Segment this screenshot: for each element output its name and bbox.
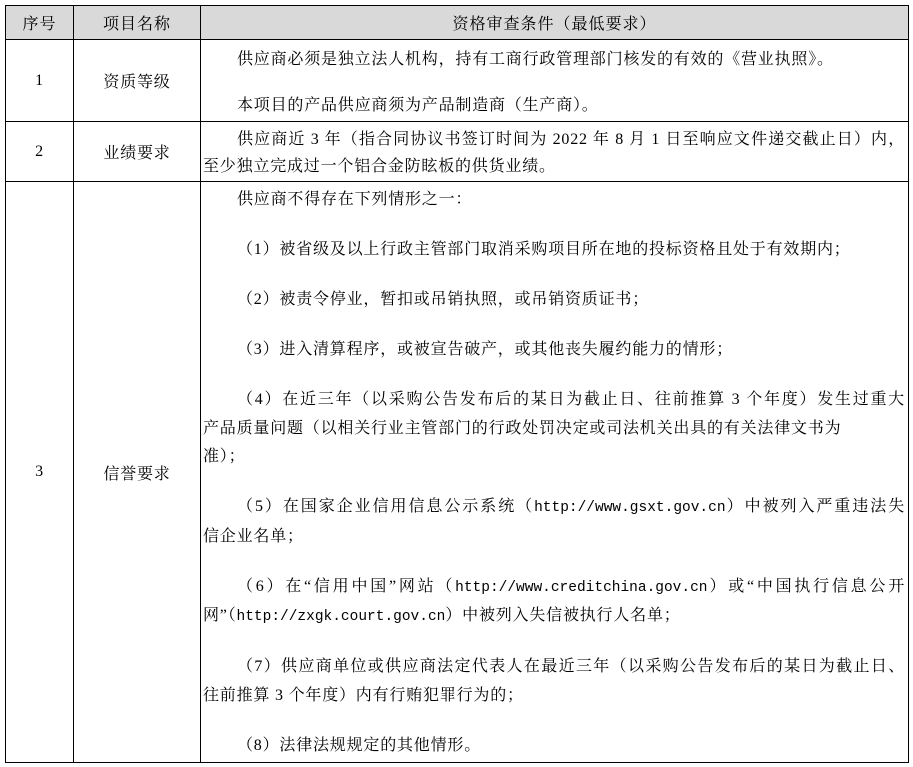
row-criteria-cell (201, 122, 908, 181)
criteria-line: （7）供应商单位或供应商法定代表人在最近三年（以采购公告发布后的某日为截止日、 (237, 658, 905, 676)
row-index-cell (6, 182, 73, 762)
criteria-line: （5）在国家企业信用信息公示系统（http://www.gsxt.gov.cn）中被列入严重违法失 (237, 498, 905, 517)
criteria-paragraph (203, 653, 905, 710)
table-row (6, 122, 908, 181)
row-index: 3 (35, 463, 44, 480)
criteria-paragraph (203, 92, 905, 120)
header-index-cell (6, 6, 73, 39)
table-row (6, 40, 908, 121)
criteria-line: 往前推算 3 个年度）内有行贿犯罪行为的； (203, 686, 524, 704)
row-index-cell (6, 122, 73, 181)
criteria-line: 至少独立完成过一个铝合金防眩板的供货业绩。 (203, 158, 556, 175)
row-item-cell (74, 182, 200, 762)
header-row (6, 6, 908, 39)
criteria-paragraph (203, 386, 905, 472)
row-index: 2 (35, 142, 44, 160)
criteria-line: 产品质量问题（以相关行业主管部门的行政处罚决定或司法机关出具的有关法律文书为 (203, 419, 842, 437)
row-item-name: 资质等级 (103, 74, 171, 91)
criteria-line: 网”（http://zxgk.court.gov.cn）中被列入失信被执行人名单； (203, 607, 681, 626)
criteria-paragraph (203, 336, 905, 365)
criteria-line: 本项目的产品供应商须为产品制造商（生产商）。 (237, 97, 599, 114)
criteria-line: （1）被省级及以上行政主管部门取消采购项目所在地的投标资格且处于有效期内； (237, 240, 851, 258)
criteria-paragraph (203, 286, 905, 315)
criteria-line: 准）； (203, 448, 246, 466)
table-row (6, 182, 908, 762)
row-item-name: 信誉要求 (103, 465, 171, 483)
header-index-label: 序号 (22, 16, 57, 33)
criteria-paragraph (203, 493, 905, 551)
criteria-line: （6）在“信用中国”网站（http://www.creditchina.gov.cn）或“中国执行信息公开 (237, 577, 905, 596)
row-criteria-cell (201, 40, 908, 121)
url-text: http://www.creditchina.gov.cn (455, 579, 708, 596)
header-item-label: 项目名称 (102, 16, 171, 33)
criteria-paragraph (203, 126, 905, 180)
criteria-paragraph (203, 236, 905, 265)
criteria-line: 供应商近 3 年（指合同协议书签订时间为 2022 年 8 月 1 日至响应文件递交截止日）内， (237, 131, 905, 148)
criteria-line: 信企业名单； (203, 527, 304, 545)
criteria-line: （8）法律法规规定的其他情形。 (237, 736, 482, 754)
criteria-paragraph (203, 46, 905, 74)
qualification-table (5, 5, 909, 763)
criteria-line: （2）被责令停业，暂扣或吊销执照，或吊销资质证书； (237, 290, 650, 308)
row-item-cell (74, 122, 200, 181)
row-criteria-cell (201, 182, 908, 762)
header-criteria-cell (201, 6, 908, 39)
criteria-paragraph (203, 732, 905, 761)
criteria-line: （3）进入清算程序，或被宣告破产，或其他丧失履约能力的情形； (237, 340, 734, 358)
criteria-line: 供应商不得存在下列情形之一： (237, 191, 473, 208)
row-index-cell (6, 40, 73, 121)
header-item-cell (74, 6, 200, 39)
criteria-paragraph (203, 186, 905, 215)
url-text: http://zxgk.court.gov.cn (236, 609, 446, 626)
header-criteria-label: 资格审查条件（最低要求） (452, 16, 657, 33)
row-index: 1 (35, 71, 44, 89)
row-item-name: 业绩要求 (103, 145, 171, 162)
criteria-line: （4）在近三年（以采购公告发布后的某日为截止日、往前推算 3 个年度）发生过重大 (237, 390, 905, 408)
url-text: http://www.gsxt.gov.cn (534, 500, 726, 517)
row-item-cell (74, 40, 200, 121)
criteria-line: 供应商必须是独立法人机构，持有工商行政管理部门核发的有效的《营业执照》。 (237, 51, 834, 68)
criteria-paragraph (203, 573, 905, 632)
